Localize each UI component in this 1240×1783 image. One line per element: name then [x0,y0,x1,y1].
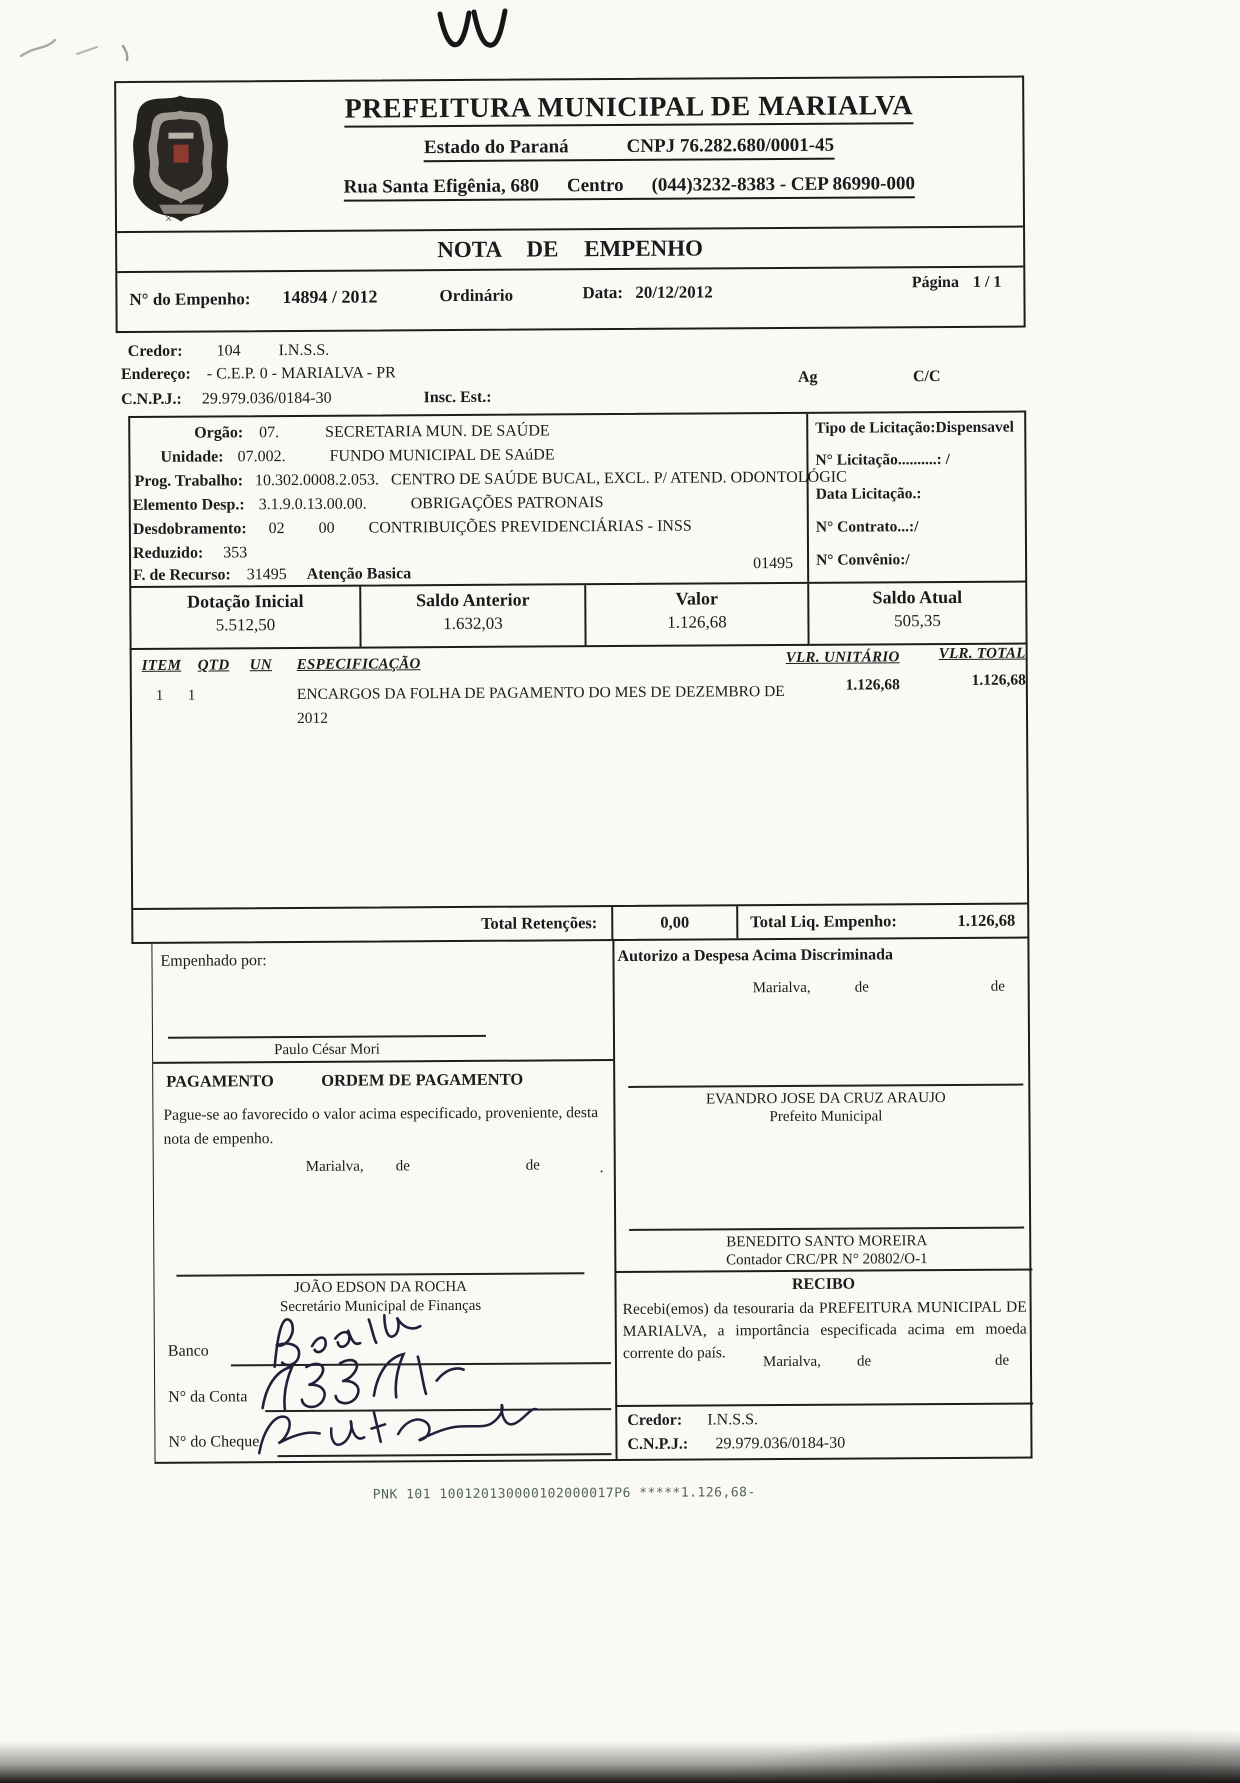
empenhado-signature-line [168,1035,486,1038]
dot-matrix-footer: PNK 101 100120130000102000017P6 *****1.126,68- [372,1485,756,1503]
total-liq-value: 1.126,68 [957,910,1016,930]
recibo-cnpj-value: 29.979.036/0184-30 [715,1434,846,1453]
prefeito-title: Prefeito Municipal [769,1108,883,1126]
phone-cep: (044)3232-8383 - CEP 86990-000 [651,173,915,196]
num-contrato: N° Contrato...:/ [815,518,919,536]
pague-se-text: Pague-se ao favorecido o valor acima especificado, proveniente, desta nota de empenho. [163,1104,599,1148]
recibo-credor-label: Credor: [627,1411,683,1429]
cnpj-row [121,389,492,409]
items-header-item: ITEM [141,657,182,674]
conta-label: N° da Conta [168,1388,248,1406]
credor-box-top [615,1402,1033,1407]
totals-row [131,903,1029,944]
recibo-cnpj-label: C.N.P.J.: [627,1435,689,1453]
saldo-atual-col: Saldo Atual 505,35 [807,583,1025,644]
items-header-espec: ESPECIFICAÇÃO [296,656,421,673]
right-de1: de [854,979,869,996]
recibo-city: Marialva, [762,1353,821,1371]
elemento-row: Elemento Desp.: 3.1.9.0.13.00.00. OBRIGAÇÕES PATRONAIS [132,494,604,514]
secretario-signature-line [176,1272,584,1276]
left-de1: de [395,1158,410,1175]
credor-code: 104 [216,342,241,360]
data-licitacao: Data Licitação.: [815,485,922,503]
date-label: Data: [582,282,624,303]
desdobramento-row: Desdobramento: 02 00 CONTRIBUIÇÕES PREVIDENCIÁRIAS - INSS [132,517,692,538]
credor-label: Credor: [127,342,183,360]
pagamento-title: PAGAMENTO [166,1071,274,1091]
budget-divider [806,414,809,582]
state-label: Estado do Paraná [423,136,569,159]
left-dot: . [599,1160,604,1177]
signatures-block [151,939,1032,1464]
district: Centro [566,174,624,197]
credor-row [128,342,330,361]
contador-name: BENEDITO SANTO MOREIRA [726,1233,928,1251]
letterhead [116,78,1023,234]
contador-title: Contador CRC/PR N° 20802/O-1 [726,1251,928,1269]
unidade-row: Unidade: 07.002. FUNDO MUNICIPAL DE SAúDE [160,446,555,466]
empenho-date [582,282,712,303]
items-header-un: UN [249,657,273,674]
recurso-extra-code: 01495 [753,554,794,573]
right-de2: de [990,978,1005,995]
cc-label: C/C [912,368,941,386]
num-convenio: N° Convênio:/ [816,551,910,569]
saldo-anterior-col: Saldo Anterior 1.632,03 [359,585,584,646]
cheque-handwriting [245,1391,545,1461]
ag-label: Ag [797,368,818,386]
endereco-label: Endereço: [120,365,191,384]
item-total-value: 1.126,68 [971,671,1026,689]
letterhead-text [241,90,1017,203]
date-value: 20/12/2012 [635,282,713,302]
empenho-number-value: 14894 / 2012 [282,286,378,308]
total-liq-label: Total Liq. Empenho: [750,911,897,932]
prog-trabalho-row: Prog. Trabalho: 10.302.0008.2.053. CENTRO DE SAÚDE BUCAL, EXCL. P/ ATEND. ODONTOLÓGIC [134,468,847,490]
items-header-qtd: QTD [197,657,230,674]
total-retencoes-label: Total Retenções: [480,913,598,933]
endereco-row [121,364,396,384]
empenho-row [117,268,1023,334]
empenho-number-label: N° do Empenho: [129,289,251,309]
recibo-de2: de [994,1352,1010,1369]
items-header-total: VLR. TOTAL [938,645,1026,663]
banco-label: Banco [167,1342,209,1360]
tipo-licitacao: Tipo de Licitação:Dispensavel [815,418,1014,437]
left-de2: de [525,1157,540,1174]
street-address: Rua Santa Efigênia, 680 [343,175,539,198]
letterhead-line2 [241,134,1016,164]
left-city: Marialva, [305,1158,364,1175]
recurso-row: F. de Recurso: 31495 Atenção Basica [133,565,412,584]
valor-col: Valor 1.126,68 [584,584,807,645]
empenho-type: Ordinário [439,285,514,306]
prefeito-name: EVANDRO JOSE DA CRUZ ARAUJO [705,1090,946,1108]
recibo-de1: de [856,1353,872,1370]
page-indicator: Página 1 / 1 [911,273,1002,292]
prefeito-signature-line [628,1084,1023,1088]
columns-divider [612,941,617,1459]
pen-x-mark: × [164,210,173,226]
item-unit-value: 1.126,68 [845,676,900,694]
items-header-unit: VLR. UNITÁRIO [785,649,900,666]
credor-name: I.N.S.S. [278,341,330,360]
recibo-title: RECIBO [791,1275,856,1293]
contador-signature-line [629,1227,1024,1231]
cheque-label: N° do Cheque [168,1433,260,1451]
secretario-name: JOÃO EDSON DA ROCHA [293,1278,468,1297]
municipal-coat-of-arms-icon [128,92,233,225]
balances-table [129,583,1027,650]
items-box [130,645,1030,908]
pagamento-box-top [153,1059,613,1064]
reduzido-row: Reduzido: 353 [132,544,248,562]
orgao-row: Orgão: 07. SECRETARIA MUN. DE SAÚDE [194,422,550,442]
recibo-text: Recebi(emos) da tesouraria da PREFEITURA MUNICIPAL DE MARIALVA, a importância especificada acima em moeda corrente do país. [622,1298,1027,1362]
autorizo-title: Autorizo a Despesa Acima Discriminada [617,946,894,966]
dotacao-col: Dotação Inicial 5.512,50 [186,590,304,635]
item-number: 1 [155,687,164,704]
credor-cnpj-label: C.N.P.J.: [121,390,182,409]
item-espec: ENCARGOS DA FOLHA DE PAGAMENTO DO MES DE DEZEMBRO DE 2012 [296,682,785,727]
right-city: Marialva, [752,979,811,997]
doc-title: NOTA DE EMPENHO [437,235,704,263]
municipality-name: PREFEITURA MUNICIPAL DE MARIALVA [241,90,1016,127]
budget-box [128,411,1027,588]
doc-title-band [117,228,1023,274]
cnpj-label: CNPJ 76.282.680/0001-45 [626,134,835,157]
empenhado-name: Paulo César Mori [274,1041,381,1059]
endereco-value: - C.E.P. 0 - MARIALVA - PR [206,364,396,383]
insc-est-label: Insc. Est.: [423,388,492,407]
credor-cnpj-value: 29.979.036/0184-30 [201,389,332,408]
document-frame [114,76,1026,334]
ordem-pagamento-title: ORDEM DE PAGAMENTO [321,1069,524,1090]
scan-shadow-bottom [0,1741,1240,1783]
empenhado-por-label: Empenhado por: [160,952,267,970]
secretario-title: Secretário Municipal de Finanças [279,1297,482,1316]
num-licitacao: N° Licitação..........: / [815,450,950,469]
recibo-credor-name: I.N.S.S. [707,1411,759,1429]
total-retencoes-value: 0,00 [611,906,738,939]
total-liq-cell [738,905,1027,939]
item-qtd: 1 [187,687,196,704]
letterhead-line3 [242,173,1017,203]
